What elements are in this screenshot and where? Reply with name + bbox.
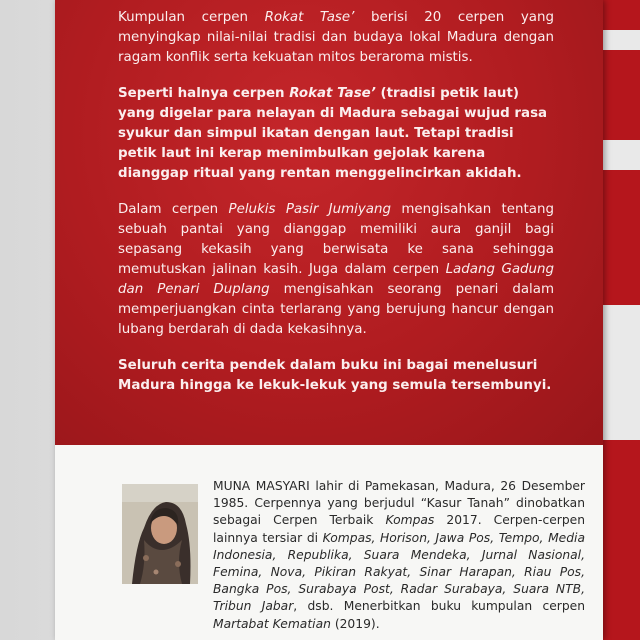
spine-red-band: [603, 50, 640, 140]
synopsis-text: [118, 8, 554, 412]
spine-red-band: [603, 440, 640, 640]
spine-red-band: [603, 0, 640, 30]
book-title: Martabat Kematian: [213, 616, 331, 631]
book-title: Rokat Tase’: [289, 86, 376, 101]
book-spine-edge: [603, 0, 640, 640]
story-title: Ladang Gadung dan Penari Duplang: [118, 262, 555, 297]
author-bio: MUNA MASYARI lahir di Pamekasan, Madura, 26 Desember 1985. Cerpennya yang berjudul “Kasur Tanah” dinobatkan sebagai Cerpen Terbaik Kompas 2017. Cerpen-cerpen lainnya tersiar di Kompas, Horison, Jawa Pos, Tempo, Media Indonesia, Republika, Suara Mendeka, Jurnal Nasional, Femina, Nova, Pikiran Rakyat, Sinar Harapan, Riau Pos, Bangka Pos, Surabaya Post, Radar Surabaya, Suara NTB, Tribun Jabar, dsb. Menerbitkan buku kumpulan cerpen Martabat Kematian (2019).: [213, 479, 585, 631]
synopsis-paragraph-3: Dalam cerpen Pelukis Pasir Jumiyang mengisahkan tentang sebuah pantai yang dianggap memiliki aura ganjil bagi sepasang kekasih yang berwisata ke sana sehingga memutuskan jalinan kasih. Juga dalam cerpen Ladang Gadung dan Penari Duplang mengisahkan seorang penari dalam memperjuangkan cinta terlarang yang berujung hancur dengan lubang berdarah di dada kekasihnya.: [118, 202, 555, 337]
synopsis-paragraph-4: Seluruh cerita pendek dalam buku ini bagai menelusuri Madura hingga ke lekuk-lekuk yang semula tersembunyi.: [118, 358, 552, 393]
synopsis-paragraph-1: Kumpulan cerpen Rokat Tase’ berisi 20 cerpen yang menyingkap nilai-nilai tradisi dan budaya lokal Madura dengan ragam konflik serta kekuatan mitos beraroma mistis.: [118, 10, 554, 65]
author-portrait-icon: [122, 484, 198, 584]
author-photo: [122, 484, 198, 584]
synopsis-paragraph-2: Seperti halnya cerpen Rokat Tase’ (tradisi petik laut) yang digelar para nelayan di Madura sebagai wujud rasa syukur dan simpul ikatan dengan laut. Tetapi tradisi petik laut ini kerap menimbulkan gejolak karena dianggap ritual yang rentan menggelincirkan akidah.: [118, 86, 548, 181]
book-title: Rokat Tase’: [264, 10, 355, 25]
story-title: Pelukis Pasir Jumiyang: [228, 202, 391, 217]
book-back-cover: [55, 0, 603, 640]
media-list: Kompas, Horison, Jawa Pos, Tempo, Media Indonesia, Republika, Suara Mendeka, Jurnal Nasional, Femina, Nova, Pikiran Rakyat, Sinar Harapan, Riau Pos, Bangka Pos, Surabaya Post, Radar Surabaya, Suara NTB, Tribun Jabar: [213, 530, 585, 614]
spine-red-band: [603, 170, 640, 305]
